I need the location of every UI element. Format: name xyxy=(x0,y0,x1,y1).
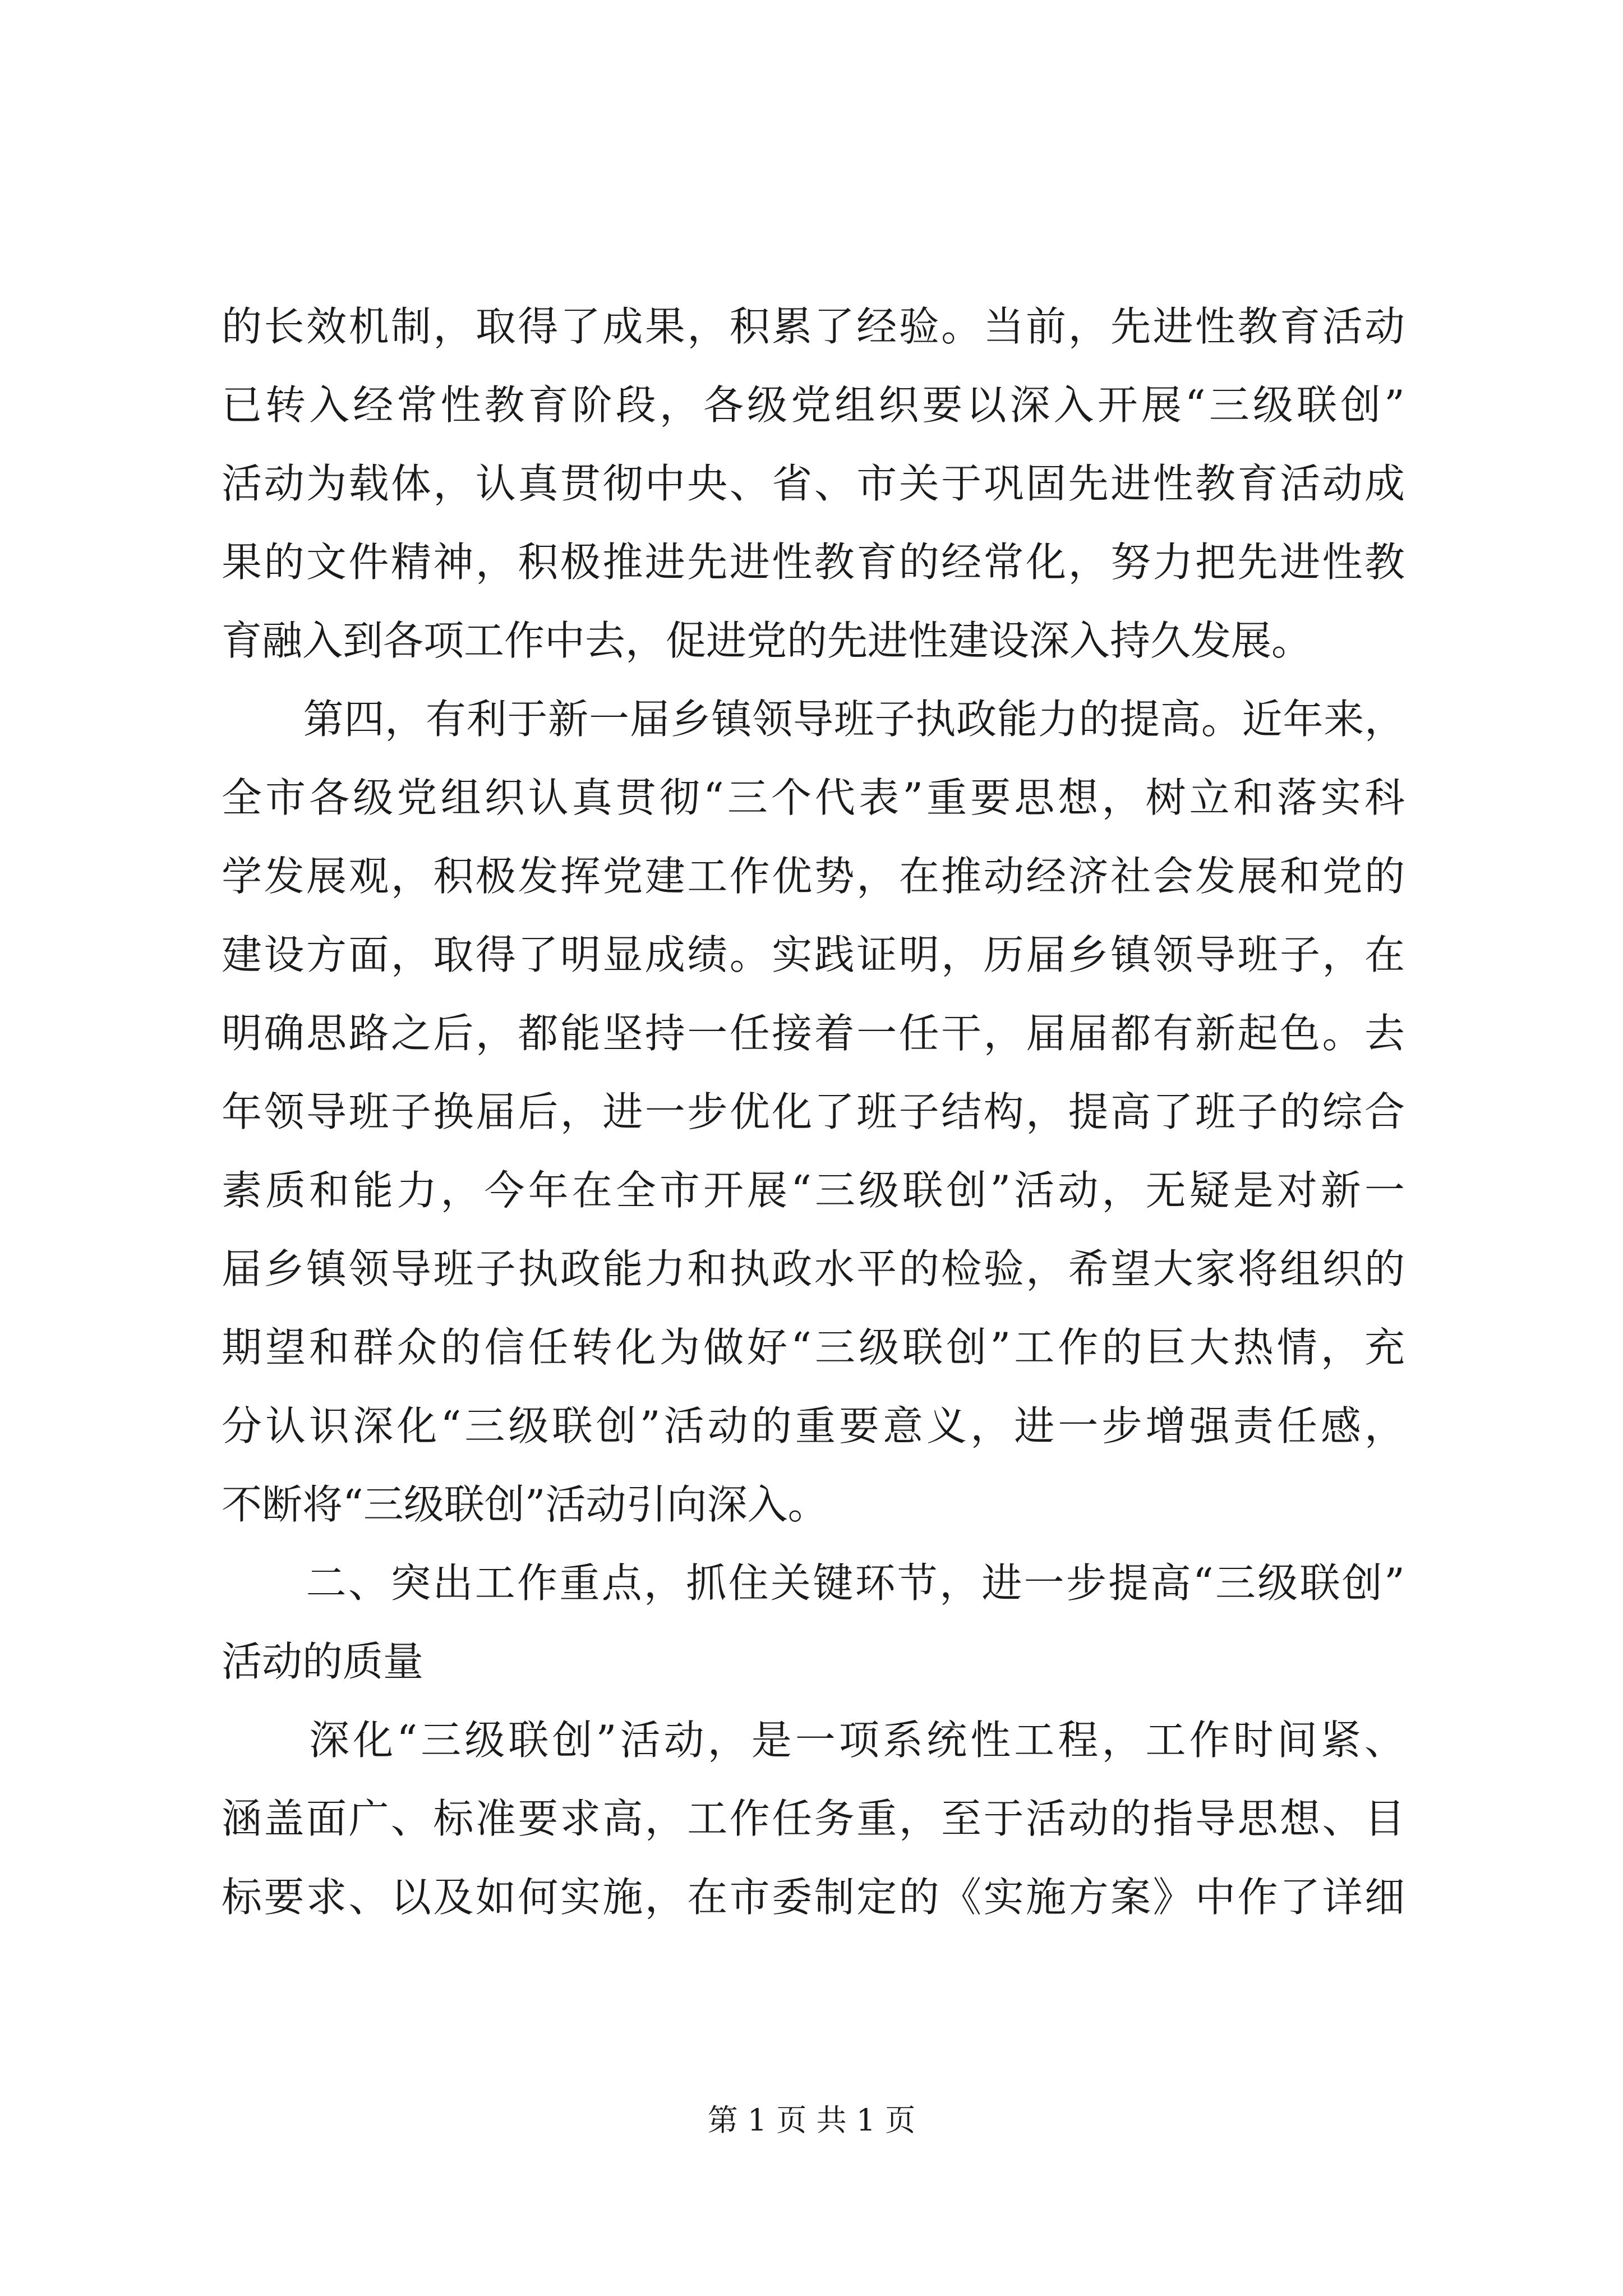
text-line: 不断将“三级联创”活动引向深入。 xyxy=(222,1481,828,1528)
page-footer: 第 1 页 共 1 页 xyxy=(707,2102,916,2138)
text-line: 活动为载体，认真贯彻中央、省、市关于巩固先进性教育活动成 xyxy=(222,460,1405,507)
text-line: 已转入经常性教育阶段，各级党组织要以深入开展“三级联创” xyxy=(222,381,1405,429)
text-line: 二、突出工作重点，抓住关键环节，进一步提高“三级联创” xyxy=(222,1559,1405,1607)
text-line: 涵盖面广、标准要求高，工作任务重，至于活动的指导思想、目 xyxy=(222,1795,1405,1842)
text-line: 第四，有利于新一届乡镇领导班子执政能力的提高。近年来， xyxy=(222,696,1405,743)
text-line: 果的文件精神，积极推进先进性教育的经常化，努力把先进性教 xyxy=(222,539,1405,586)
text-line: 深化“三级联创”活动，是一项系统性工程，工作时间紧、 xyxy=(222,1717,1405,1764)
text-line: 届乡镇领导班子执政能力和执政水平的检验，希望大家将组织的 xyxy=(222,1245,1405,1292)
text-line: 全市各级党组织认真贯彻“三个代表”重要思想，树立和落实科 xyxy=(222,774,1405,821)
text-line: 活动的质量 xyxy=(222,1638,424,1685)
text-line: 标要求、以及如何实施，在市委制定的《实施方案》中作了详细 xyxy=(222,1874,1405,1921)
text-line: 年领导班子换届后，进一步优化了班子结构，提高了班子的综合 xyxy=(222,1088,1405,1135)
text-line: 育融入到各项工作中去，促进党的先进性建设深入持久发展。 xyxy=(222,617,1312,664)
text-line: 明确思路之后，都能坚持一任接着一任干，届届都有新起色。去 xyxy=(222,1010,1405,1057)
text-line: 期望和群众的信任转化为做好“三级联创”工作的巨大热情，充 xyxy=(222,1324,1405,1371)
text-line: 学发展观，积极发挥党建工作优势，在推动经济社会发展和党的 xyxy=(222,853,1405,900)
text-line: 分认识深化“三级联创”活动的重要意义，进一步增强责任感， xyxy=(222,1402,1405,1450)
text-line: 素质和能力，今年在全市开展“三级联创”活动，无疑是对新一 xyxy=(222,1167,1405,1214)
text-line: 的长效机制，取得了成果，积累了经验。当前，先进性教育活动 xyxy=(222,303,1405,350)
text-line: 建设方面，取得了明显成绩。实践证明，历届乡镇领导班子，在 xyxy=(222,931,1405,978)
document-body xyxy=(222,287,1405,1936)
